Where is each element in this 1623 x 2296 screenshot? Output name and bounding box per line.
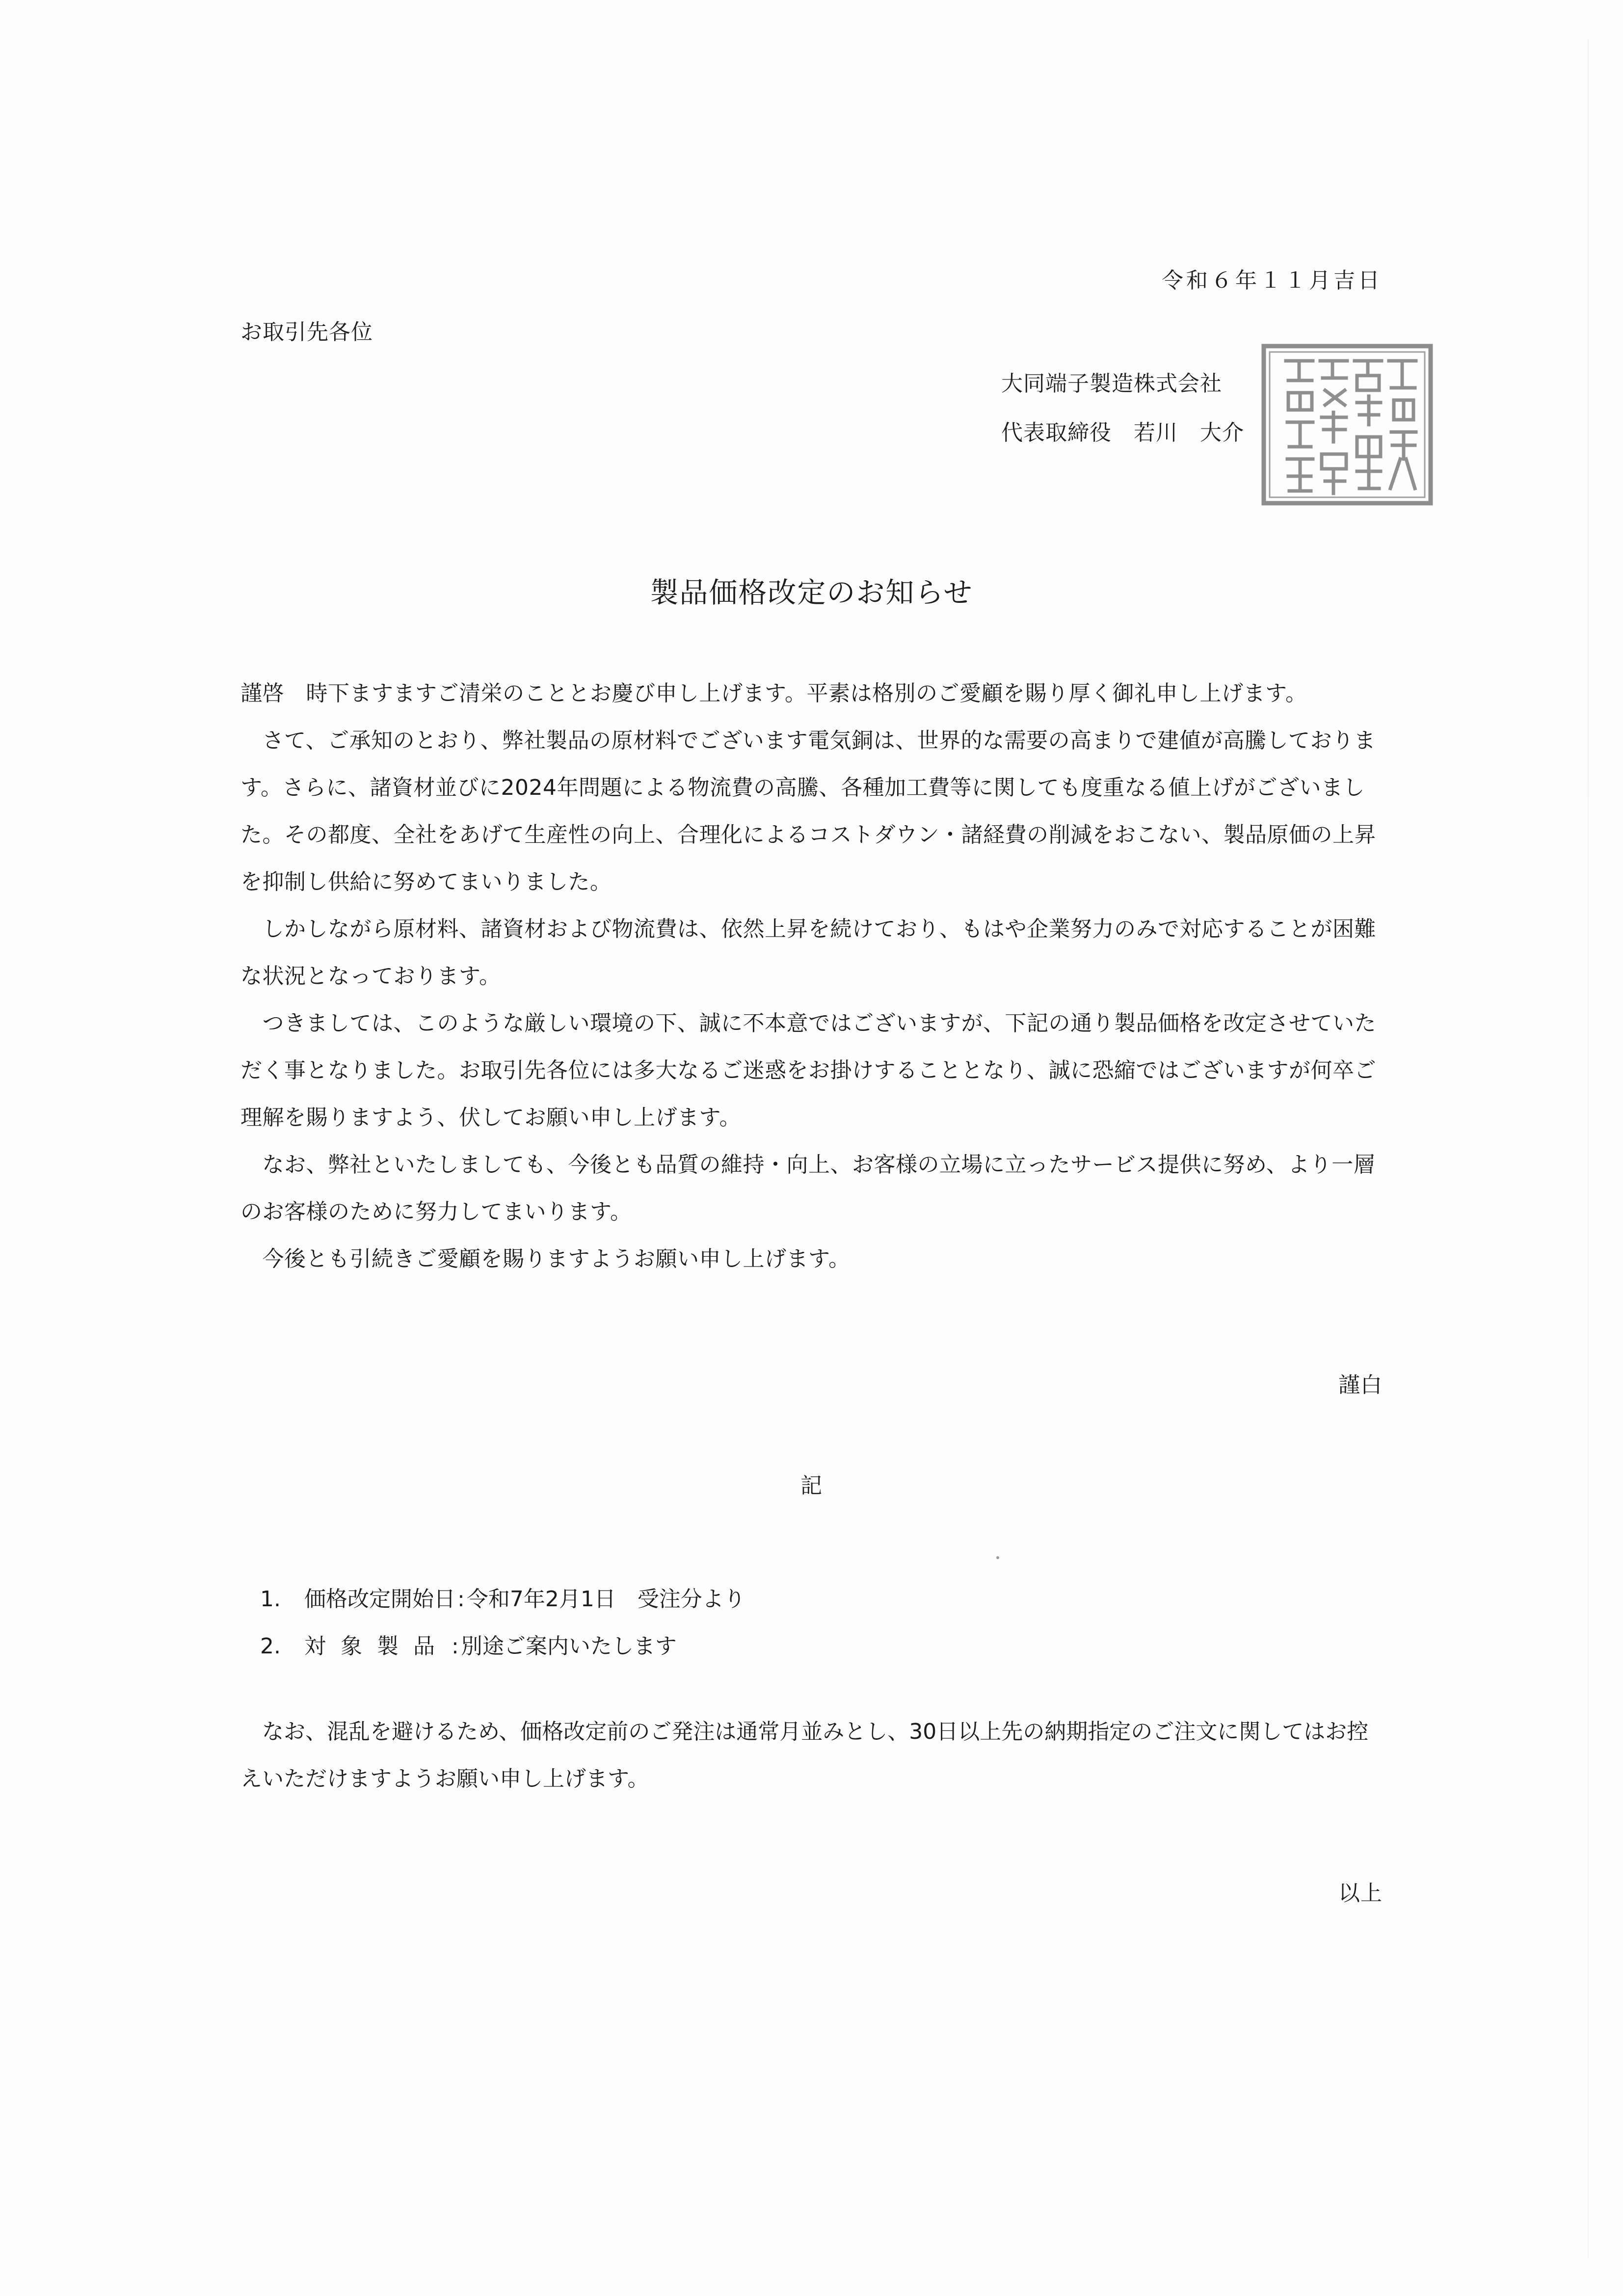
list-item [260, 1576, 745, 1623]
details-list [260, 1576, 745, 1670]
item-number: 2. [260, 1634, 281, 1659]
sender-company: 大同端子製造株式会社 [1001, 371, 1222, 396]
scan-speck [996, 1556, 999, 1559]
closing-keihaku: 謹白 [1338, 1373, 1383, 1398]
ordering-note: なお、混乱を避けるため、価格改定前のご発注は通常月並みとし、30日以上先の納期指定のご注文に関してはお控えいただけますようお願い申し上げます。 [240, 1719, 1369, 1791]
ki-heading: 記 [800, 1473, 823, 1498]
body-paragraph: なお、弊社といたしましても、今後とも品質の維持・向上、お客様の立場に立ったサービス提供に努め、より一層のお客様のために努力してまいります。 [240, 1152, 1376, 1224]
list-item [260, 1623, 745, 1670]
sender-representative: 代表取締役 若川 大介 [1001, 420, 1244, 445]
item-label: 価格改定開始日 [304, 1587, 455, 1612]
body-paragraph: さて、ご承知のとおり、弊社製品の原材料でございます電気銅は、世界的な需要の高まりで建値が高騰しております。さらに、諸資材並びに2024年問題による物流費の高騰、各種加工費等に関しても度重なる値上げがございました。その都度、全社をあげて生産性の向上、合理化によるコストダウン・諸経費の削減をおこない、製品原価の上昇を抑制し供給に努めてまいりました。 [240, 728, 1376, 894]
company-seal-stamp [1259, 341, 1436, 508]
issue-date: 令和６年１１月吉日 [1162, 268, 1383, 293]
scan-edge-line [1588, 39, 1589, 2258]
addressee: お取引先各位 [240, 320, 373, 345]
item-separator: : [452, 1634, 459, 1659]
document-title: 製品価格改定のお知らせ [650, 576, 973, 609]
closing-ijou: 以上 [1338, 1881, 1383, 1906]
body-paragraph: しかしながら原材料、諸資材および物流費は、依然上昇を続けており、もはや企業努力のみで対応することが困難な状況となっております。 [240, 917, 1376, 989]
item-value: 令和7年2月1日 受注分より [466, 1587, 745, 1612]
item-value: 別途ご案内いたします [460, 1634, 677, 1659]
body-paragraph: 謹啓 時下ますますご清栄のこととお慶び申し上げます。平素は格別のご愛顧を賜り厚く御礼申し上げます。 [240, 681, 1307, 706]
body-paragraph: つきましては、このような厳しい環境の下、誠に不本意ではございますが、下記の通り製品価格を改定させていただく事となりました。お取引先各位には多大なるご迷惑をお掛けすることとなり、誠に恐縮ではございますが何卒ご理解を賜りますよう、伏してお願い申し上げます。 [240, 1011, 1376, 1130]
item-separator: : [457, 1587, 465, 1612]
item-number: 1. [260, 1587, 281, 1612]
letter-body [240, 670, 1389, 1283]
body-paragraph: 今後とも引続きご愛顧を賜りますようお願い申し上げます。 [262, 1246, 851, 1271]
item-label: 対象製品 [304, 1634, 450, 1659]
